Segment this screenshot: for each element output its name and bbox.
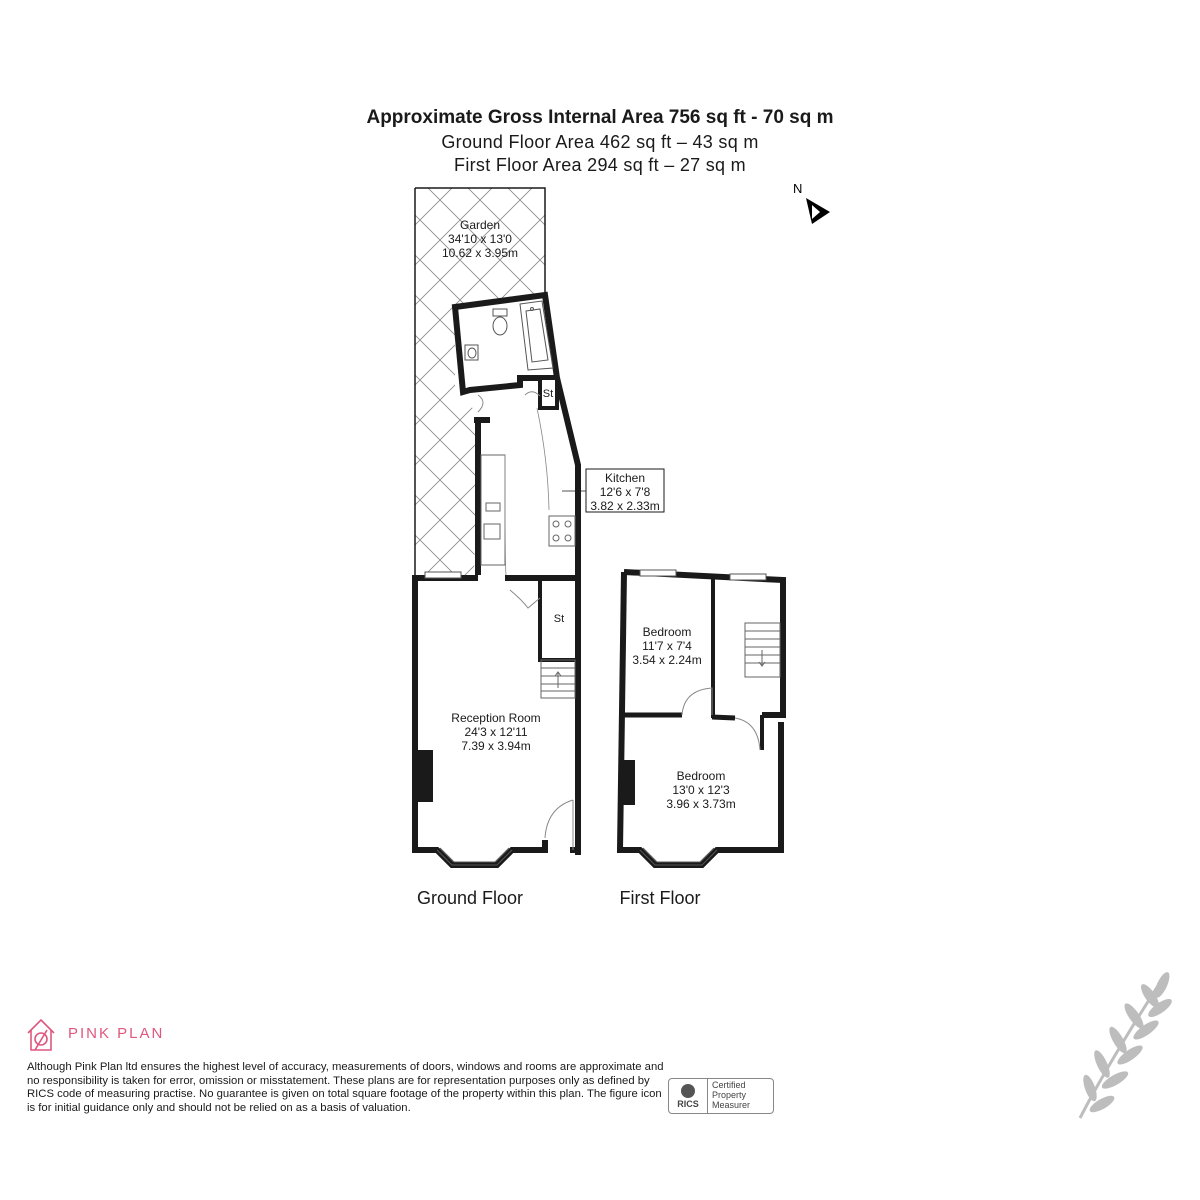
first-floor-label: First Floor: [619, 888, 701, 908]
bedroom-large-name: Bedroom: [676, 769, 726, 783]
reception-imperial: 24'3 x 12'11: [464, 725, 528, 739]
first-floor-stairs-icon: [745, 623, 780, 677]
kitchen-imperial: 12'6 x 7'8: [599, 485, 651, 499]
first-floor-plan: [620, 570, 784, 908]
bedroom-small-imperial: 11'7 x 7'4: [642, 639, 692, 653]
bedroom-large-imperial: 13'0 x 12'3: [672, 783, 730, 797]
store-lower-label: St: [553, 613, 565, 625]
wheat-decoration-icon: [1080, 970, 1174, 1118]
reception-metric: 7.39 x 3.94m: [461, 739, 531, 753]
ground-floor-area: Ground Floor Area 462 sq ft – 43 sq m: [441, 132, 759, 152]
compass-north-label: N: [793, 181, 803, 196]
kitchen-counter-icon: [481, 455, 575, 565]
bedroom-small-metric: 3.54 x 2.24m: [632, 653, 702, 667]
compass: [793, 181, 830, 224]
reception-name: Reception Room: [451, 711, 541, 725]
rics-line2: Property: [712, 1090, 747, 1100]
rics-badge: [668, 1078, 774, 1114]
ground-floor-label: Ground Floor: [416, 888, 524, 908]
pink-plan-logo-icon: [28, 1020, 54, 1050]
garden-name: Garden: [459, 218, 501, 232]
brand-name: PINK PLAN: [68, 1025, 165, 1042]
garden-imperial: 34'10 x 13'0: [448, 232, 512, 246]
stairs-icon: [541, 660, 575, 698]
rics-logo-icon: [669, 1079, 708, 1113]
header-title: Approximate Gross Internal Area 756 sq ft - 70 sq m: [366, 107, 834, 128]
bedroom-small-name: Bedroom: [642, 625, 692, 639]
first-floor-fireplace: [623, 760, 635, 805]
kitchen-metric: 3.82 x 2.33m: [590, 499, 660, 513]
rics-line1: Certified: [712, 1080, 746, 1090]
kitchen-name: Kitchen: [604, 471, 646, 485]
rics-logo-text: RICS: [677, 1098, 699, 1109]
rics-line3: Measurer: [712, 1100, 751, 1110]
garden-metric: 10.62 x 3.95m: [441, 246, 519, 260]
kitchen: [474, 378, 664, 578]
disclaimer-text: Although Pink Plan ltd ensures the highest level of accuracy, measurements of doors, windows and rooms are approximate and no responsibility is taken for error, omission or misstatement. These plans are for representation purposes only as defined by RICS code of measuring practise. No guarantee is given on total square footage of the property within this plan. The figure icon is for initial guidance only and should not be relied on as a basis of valuation.: [27, 1061, 664, 1114]
fireplace: [418, 750, 433, 802]
first-floor-area: First Floor Area 294 sq ft – 27 sq m: [454, 155, 746, 175]
bedroom-large-metric: 3.96 x 3.73m: [666, 797, 736, 811]
store-upper-label: St: [542, 388, 554, 400]
